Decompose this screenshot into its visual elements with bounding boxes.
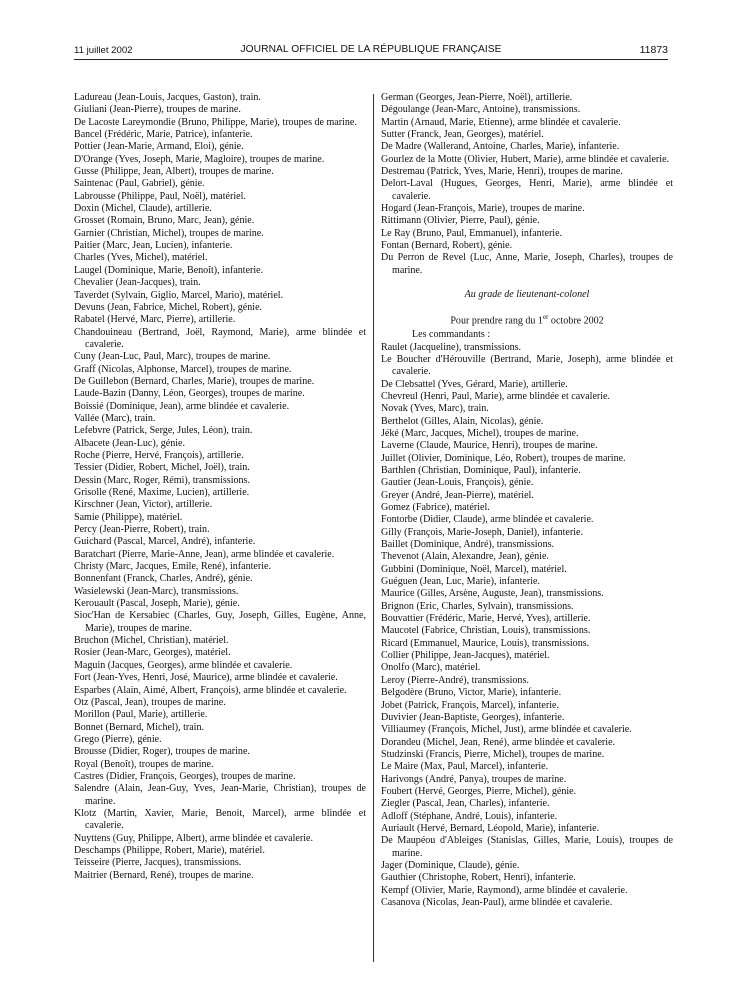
list-item: Taverdet (Sylvain, Giglio, Marcel, Mario), matériel.	[74, 289, 284, 301]
list-item: Greyer (André, Jean-Pierre), matériel.	[381, 489, 534, 501]
list-item: Brignon (Eric, Charles, Sylvain), transmissions.	[381, 600, 574, 612]
list-item: Baillet (Dominique, André), transmissions.	[381, 539, 555, 551]
list-item: Le Maire (Max, Paul, Marcel), infanterie.	[381, 761, 549, 773]
list-item: Vallée (Marc), train.	[74, 412, 156, 424]
list-item: Rittimann (Olivier, Pierre, Paul), génie.	[381, 215, 540, 227]
list-item: Du Perron de Revel (Luc, Anne, Marie, Joseph, Charles), troupes de marine.	[381, 252, 673, 276]
list-item: Dorandeu (Michel, Jean, René), arme blindée et cavalerie.	[381, 736, 616, 748]
list-item: Laverne (Claude, Maurice, Henri), troupes de marine.	[381, 440, 598, 452]
list-item: Ziegler (Pascal, Jean, Charles), infanterie.	[381, 798, 550, 810]
list-item: Doxin (Michel, Claude), artillerie.	[74, 203, 212, 215]
list-item: Charles (Yves, Michel), matériel.	[74, 252, 208, 264]
right-column-top-list	[381, 92, 673, 277]
header-date: 11 juillet 2002	[74, 45, 133, 56]
list-item: Maguin (Jacques, Georges), arme blindée et cavalerie.	[74, 659, 293, 671]
section-lead: Les commandants :	[412, 329, 491, 341]
list-item: Destremau (Patrick, Yves, Marie, Henri), troupes de marine.	[381, 166, 623, 178]
list-item: Chevalier (Jean-Jacques), train.	[74, 277, 201, 289]
list-item: Gautier (Jean-Louis, François), génie.	[381, 477, 534, 489]
list-item: Villiaumey (François, Michel, Just), arme blindée et cavalerie.	[381, 724, 632, 736]
section-title: Au grade de lieutenant-colonel	[464, 289, 590, 301]
list-item: Morillon (Paul, Marie), artillerie.	[74, 709, 208, 721]
list-item: Samie (Philippe), matériel.	[74, 511, 183, 523]
list-item: Fontan (Bernard, Robert), génie.	[381, 240, 513, 252]
list-item: Percy (Jean-Pierre, Robert), train.	[74, 524, 210, 536]
list-item: Raulet (Jacqueline), transmissions.	[381, 341, 522, 353]
list-item: Baratchart (Pierre, Marie-Anne, Jean), arme blindée et cavalerie.	[74, 548, 335, 560]
section-subtitle-ordinal: er	[542, 312, 549, 321]
list-item: Sioc'Han de Kersabiec (Charles, Guy, Joseph, Gilles, Eugène, Anne, Marie), troupes de marine.	[74, 610, 366, 634]
list-item: Grosset (Romain, Bruno, Marc, Jean), génie.	[74, 215, 255, 227]
list-item: Labrousse (Philippe, Paul, Noël), matériel.	[74, 190, 246, 202]
list-item: Gomez (Fabrice), matériel.	[381, 502, 490, 513]
list-item: Hogard (Jean-François, Marie), troupes de marine.	[381, 203, 585, 215]
list-item: Jéké (Marc, Jacques, Michel), troupes de marine.	[381, 427, 579, 439]
list-item: Ricard (Emmanuel, Maurice, Louis), transmissions.	[381, 637, 590, 649]
list-item: Guichard (Pascal, Marcel, André), infanterie.	[74, 536, 256, 548]
list-item: Grego (Pierre), génie.	[74, 733, 162, 745]
left-column	[74, 92, 366, 882]
list-item: Novak (Yves, Marc), train.	[381, 403, 489, 415]
list-item: Paitier (Marc, Jean, Lucien), infanterie.	[74, 240, 233, 252]
list-item: Leroy (Pierre-André), transmissions.	[381, 674, 529, 686]
list-item: Duvivier (Jean-Baptiste, Georges), infanterie.	[381, 711, 565, 723]
list-item: De Clebsattel (Yves, Gérard, Marie), artillerie.	[381, 378, 568, 390]
list-item: Sutter (Franck, Jean, Georges), matériel.	[381, 129, 544, 141]
list-item: Brousse (Didier, Roger), troupes de marine.	[74, 746, 250, 758]
list-item: Casanova (Nicolas, Jean-Paul), arme blindée et cavalerie.	[381, 897, 613, 908]
list-item: Fort (Jean-Yves, Henri, José, Maurice), arme blindée et cavalerie.	[74, 672, 338, 684]
header-rule	[74, 59, 668, 60]
list-item: Bonnenfant (Franck, Charles, André), génie.	[74, 573, 253, 585]
list-item: Giuliani (Jean-Pierre), troupes de marine.	[74, 104, 241, 116]
list-item: Maucotel (Fabrice, Christian, Louis), transmissions.	[381, 625, 591, 637]
list-item: Bruchon (Michel, Christian), matériel.	[74, 635, 229, 647]
list-item: Auriault (Hervé, Bernard, Léopold, Marie), infanterie.	[381, 822, 600, 834]
list-item: Adloff (Stéphane, André, Louis), infanterie.	[381, 810, 558, 822]
list-item: Klotz (Martin, Xavier, Marie, Benoit, Marcel), arme blindée et cavalerie.	[74, 807, 366, 832]
section-subtitle-date: octobre 2002	[548, 314, 604, 326]
list-item: Kempf (Olivier, Marie, Raymond), arme blindée et cavalerie.	[381, 884, 628, 896]
journal-title: JOURNAL OFFICIEL DE LA RÉPUBLIQUE FRANÇAISE	[240, 44, 502, 55]
list-item: Dégoulange (Jean-Marc, Antoine), transmissions.	[381, 104, 581, 116]
list-item: Teisseire (Pierre, Jacques), transmissions.	[74, 857, 242, 869]
list-item: Boissié (Dominique, Jean), arme blindée et cavalerie.	[74, 400, 290, 412]
list-item: Studzinski (Francis, Pierre, Michel), troupes de marine.	[381, 748, 605, 760]
list-item: Ladureau (Jean-Louis, Jacques, Gaston), train.	[74, 92, 261, 103]
list-item: Fontorbe (Didier, Claude), arme blindée et cavalerie.	[381, 514, 594, 526]
list-item: Devuns (Jean, Fabrice, Michel, Robert), génie.	[74, 301, 263, 313]
list-item: Rabatel (Hervé, Marc, Pierre), artillerie.	[74, 314, 236, 326]
list-item: Cuny (Jean-Luc, Paul, Marc), troupes de marine.	[74, 351, 271, 363]
list-item: Tessier (Didier, Robert, Michel, Joël), train.	[74, 462, 250, 474]
list-item: Rosier (Jean-Marc, Georges), matériel.	[74, 647, 231, 659]
section-subtitle	[381, 311, 673, 328]
list-item: Salendre (Alain, Jean-Guy, Yves, Jean-Marie, Christian), troupes de marine.	[74, 783, 366, 807]
list-item: Chevreul (Henri, Paul, Marie), arme blindée et cavalerie.	[381, 390, 611, 402]
list-item: De Maupéou d'Ableiges (Stanislas, Gilles, Marie, Louis), troupes de marine.	[381, 835, 673, 859]
list-item: Kerouault (Pascal, Joseph, Marie), génie.	[74, 598, 240, 610]
list-item: Grisolle (René, Maxime, Lucien), artillerie.	[74, 487, 250, 498]
list-item: Dessin (Marc, Roger, Rémi), transmissions.	[74, 474, 250, 486]
list-item: Foubert (Hervé, Georges, Pierre, Michel), génie.	[381, 785, 577, 797]
list-item: German (Georges, Jean-Pierre, Noël), artillerie.	[381, 92, 573, 103]
list-item: Gilly (François, Marie-Joseph, Daniel), infanterie.	[381, 526, 583, 538]
list-item: Nuyttens (Guy, Philippe, Albert), arme blindée et cavalerie.	[74, 832, 314, 844]
list-item: Jager (Dominique, Claude), génie.	[381, 859, 520, 871]
list-item: Lefebvre (Patrick, Serge, Jules, Léon), train.	[74, 425, 253, 437]
list-item: Graff (Nicolas, Alphonse, Marcel), troupes de marine.	[74, 363, 292, 375]
list-item: Saintenac (Paul, Gabriel), génie.	[74, 178, 205, 190]
list-item: Esparbes (Alain, Aimé, Albert, François), arme blindée et cavalerie.	[74, 684, 347, 696]
list-item: Castres (Didier, François, Georges), troupes de marine.	[74, 770, 296, 782]
list-item: Gusse (Philippe, Jean, Albert), troupes de marine.	[74, 166, 274, 178]
list-item: Otz (Pascal, Jean), troupes de marine.	[74, 696, 226, 708]
list-item: Kirschner (Jean, Victor), artillerie.	[74, 499, 213, 511]
list-item: Maitrier (Bernard, René), troupes de marine.	[74, 869, 254, 881]
list-item: Garnier (Christian, Michel), troupes de marine.	[74, 227, 264, 239]
list-item: Berthelot (Gilles, Alain, Nicolas), génie.	[381, 415, 544, 427]
list-item: Bancel (Frédéric, Marie, Patrice), infanterie.	[74, 129, 253, 141]
list-item: Onolfo (Marc), matériel.	[381, 662, 481, 674]
column-divider	[373, 94, 374, 962]
list-item: Belgodère (Bruno, Victor, Marie), infanterie.	[381, 687, 562, 699]
list-item: Guéguen (Jean, Luc, Marie), infanterie.	[381, 576, 541, 588]
list-item: Roche (Pierre, Hervé, François), artillerie.	[74, 449, 244, 461]
list-item: Bonnet (Bernard, Michel), train.	[74, 721, 205, 733]
list-item: De Lacoste Lareymondie (Bruno, Philippe, Marie), troupes de marine.	[74, 116, 357, 128]
list-item: Jobet (Patrick, François, Marcel), infanterie.	[381, 699, 559, 711]
list-item: De Madre (Wallerand, Antoine, Charles, Marie), infanterie.	[381, 141, 620, 153]
list-item: Gauthier (Christophe, Robert, Henri), infanterie.	[381, 872, 576, 884]
list-item: Collier (Philippe, Jean-Jacques), matériel.	[381, 650, 550, 662]
list-item: Barthlen (Christian, Dominique, Paul), infanterie.	[381, 464, 581, 476]
list-item: Harivongs (André, Panya), troupes de marine.	[381, 773, 567, 785]
list-item: Laugel (Dominique, Marie, Benoît), infanterie.	[74, 264, 264, 276]
page-number: 11873	[639, 44, 668, 56]
list-item: Le Boucher d'Hérouville (Bertrand, Marie, Joseph), arme blindée et cavalerie.	[381, 353, 673, 378]
list-item: Le Ray (Bruno, Paul, Emmanuel), infanterie.	[381, 227, 563, 239]
list-item: Delort-Laval (Hugues, Georges, Henri, Marie), arme blindée et cavalerie.	[381, 178, 673, 202]
list-item: Pottier (Jean-Marie, Armand, Eloi), génie.	[74, 141, 244, 153]
right-column	[381, 92, 673, 909]
list-item: Thevenot (Alain, Alexandre, Jean), génie.	[381, 551, 549, 563]
list-item: De Guillebon (Bernard, Charles, Marie), troupes de marine.	[74, 375, 315, 387]
right-column-bottom-list	[381, 342, 673, 910]
list-item: Royal (Benoît), troupes de marine.	[74, 758, 214, 770]
list-item: Wasielewski (Jean-Marc), transmissions.	[74, 585, 239, 597]
list-item: Bouvattier (Frédéric, Marie, Hervé, Yves), artillerie.	[381, 613, 591, 625]
list-item: D'Orange (Yves, Joseph, Marie, Magloire), troupes de marine.	[74, 153, 325, 165]
list-item: Christy (Marc, Jacques, Emile, René), infanterie.	[74, 561, 271, 573]
list-item: Chandouineau (Bertrand, Joël, Raymond, Marie), arme blindée et cavalerie.	[74, 326, 366, 350]
list-item: Juillet (Olivier, Dominique, Léo, Robert), troupes de marine.	[381, 452, 626, 464]
list-item: Gourlez de la Motte (Olivier, Hubert, Marie), arme blindée et cavalerie.	[381, 153, 670, 165]
list-item: Maurice (Gilles, Arsène, Auguste, Jean), transmissions.	[381, 588, 604, 600]
list-item: Gubbini (Dominique, Noël, Marcel), matériel.	[381, 563, 567, 575]
list-item: Laude-Bazin (Danny, Léon, Georges), troupes de marine.	[74, 388, 305, 400]
list-item: Martin (Arnaud, Marie, Etienne), arme blindée et cavalerie.	[381, 116, 621, 128]
section-subtitle-prefix: Pour prendre rang du 1	[450, 314, 543, 326]
list-item: Albacete (Jean-Luc), génie.	[74, 437, 186, 449]
list-item: Deschamps (Philippe, Robert, Marie), matériel.	[74, 844, 265, 856]
page-header	[74, 43, 668, 57]
